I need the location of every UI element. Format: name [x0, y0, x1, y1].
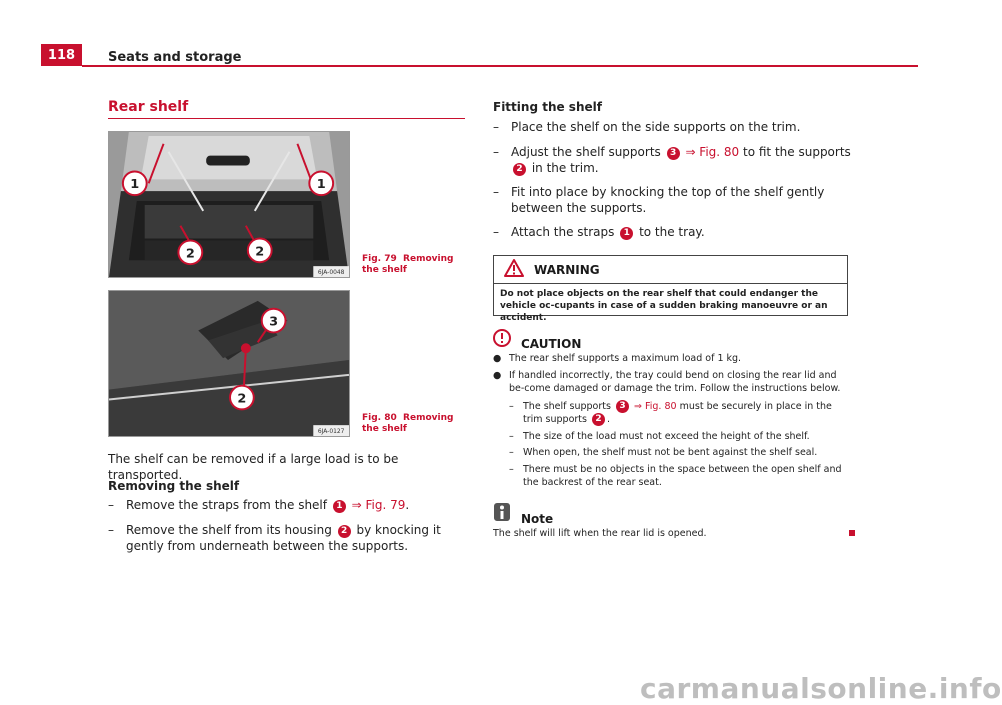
caution-subitem-3: – When open, the shelf must not be bent against the shelf seal. — [509, 447, 818, 458]
chapter-title: Seats and storage — [108, 50, 242, 65]
svg-text:1: 1 — [316, 177, 326, 193]
fitting-heading: Fitting the shelf — [493, 100, 602, 114]
figure-80-image — [108, 290, 350, 437]
fitting-step-2: – Adjust the shelf supports 3 ⇒ Fig. 80 to fit the supports 2 in the trim. — [493, 145, 851, 175]
header-divider — [82, 65, 918, 67]
callout-number: 3 — [667, 147, 680, 160]
note-heading — [493, 502, 553, 526]
svg-text:3: 3 — [269, 314, 279, 330]
info-person-icon — [493, 502, 511, 526]
callout-number: 2 — [592, 413, 605, 426]
section-divider — [108, 118, 465, 119]
caution-item-2: ● If handled incorrectly, the tray could bend on closing the rear lid and be-come damaged or damage the trim. Follow the instructions below. — [493, 370, 841, 394]
caution-subitem-2: – The size of the load must not exceed the height of the shelf. — [509, 431, 810, 442]
fitting-step-1: – Place the shelf on the side supports on the trim. — [493, 120, 801, 134]
figure-80-link[interactable]: ⇒ Fig. 80 — [634, 401, 677, 412]
page-number: 118 — [41, 44, 82, 66]
caution-exclamation-icon — [493, 329, 511, 351]
caution-item-1: ● The rear shelf supports a maximum load of 1 kg. — [493, 353, 742, 364]
fitting-step-3: – Fit into place by knocking the top of the shelf gently between the supports. — [493, 185, 825, 215]
note-text: The shelf will lift when the rear lid is opened. — [493, 528, 707, 539]
figure-80-callout — [230, 386, 254, 410]
figure-79-caption: Fig. 79 Removing the shelf — [362, 254, 454, 275]
svg-text:2: 2 — [185, 246, 195, 262]
caution-subitem-1: – The shelf supports 3 ⇒ Fig. 80 must be securely in place in the trim supports 2 . — [509, 401, 832, 425]
caution-heading — [493, 329, 581, 351]
watermark: carmanualsonline.info — [640, 672, 1002, 705]
warning-text: Do not place objects on the rear shelf that could endanger the vehicle oc-cupants in case of a sudden braking manoeuvre or an accident. — [500, 289, 828, 323]
removing-step-1: – Remove the straps from the shelf 1 ⇒ Fig. 79. — [108, 498, 410, 512]
note-label: Note — [521, 512, 554, 526]
figure-79-callout — [248, 239, 272, 263]
removing-heading: Removing the shelf — [108, 479, 240, 493]
section-title: Rear shelf — [108, 99, 189, 115]
figure-79-callout — [309, 171, 333, 195]
warning-box — [493, 255, 848, 323]
callout-number: 2 — [513, 163, 526, 176]
svg-text:2: 2 — [255, 244, 265, 260]
end-of-section-marker — [849, 530, 855, 536]
figure-79-link[interactable]: ⇒ Fig. 79 — [351, 498, 406, 512]
figure-79-code: 6JA-0048 — [317, 269, 345, 277]
figure-79-image — [108, 131, 350, 278]
svg-text:1: 1 — [130, 177, 140, 193]
callout-number: 1 — [620, 227, 633, 240]
callout-number: 3 — [616, 400, 629, 413]
figure-80-link[interactable]: ⇒ Fig. 80 — [685, 145, 740, 159]
figure-79-callout — [178, 241, 202, 265]
figure-80-callout — [262, 309, 286, 333]
warning-label: WARNING — [534, 262, 600, 277]
svg-text:2: 2 — [237, 391, 247, 407]
figure-80-caption: Fig. 80 Removing the shelf — [362, 413, 454, 434]
fitting-step-4: – Attach the straps 1 to the tray. — [493, 225, 705, 239]
callout-number: 2 — [338, 525, 351, 538]
caution-label: CAUTION — [521, 337, 582, 351]
figure-79-callout — [123, 171, 147, 195]
intro-paragraph: The shelf can be removed if a large load is to be transported. — [108, 452, 399, 482]
callout-number: 1 — [333, 500, 346, 513]
figure-80-code: 6JA-0127 — [317, 428, 345, 436]
warning-triangle-icon — [504, 259, 524, 281]
removing-step-2: – Remove the shelf from its housing 2 by knocking it gently from underneath between the supports. — [108, 523, 441, 553]
caution-subitem-4: – There must be no objects in the space between the open shelf and the backrest of the rear seat. — [509, 464, 842, 488]
